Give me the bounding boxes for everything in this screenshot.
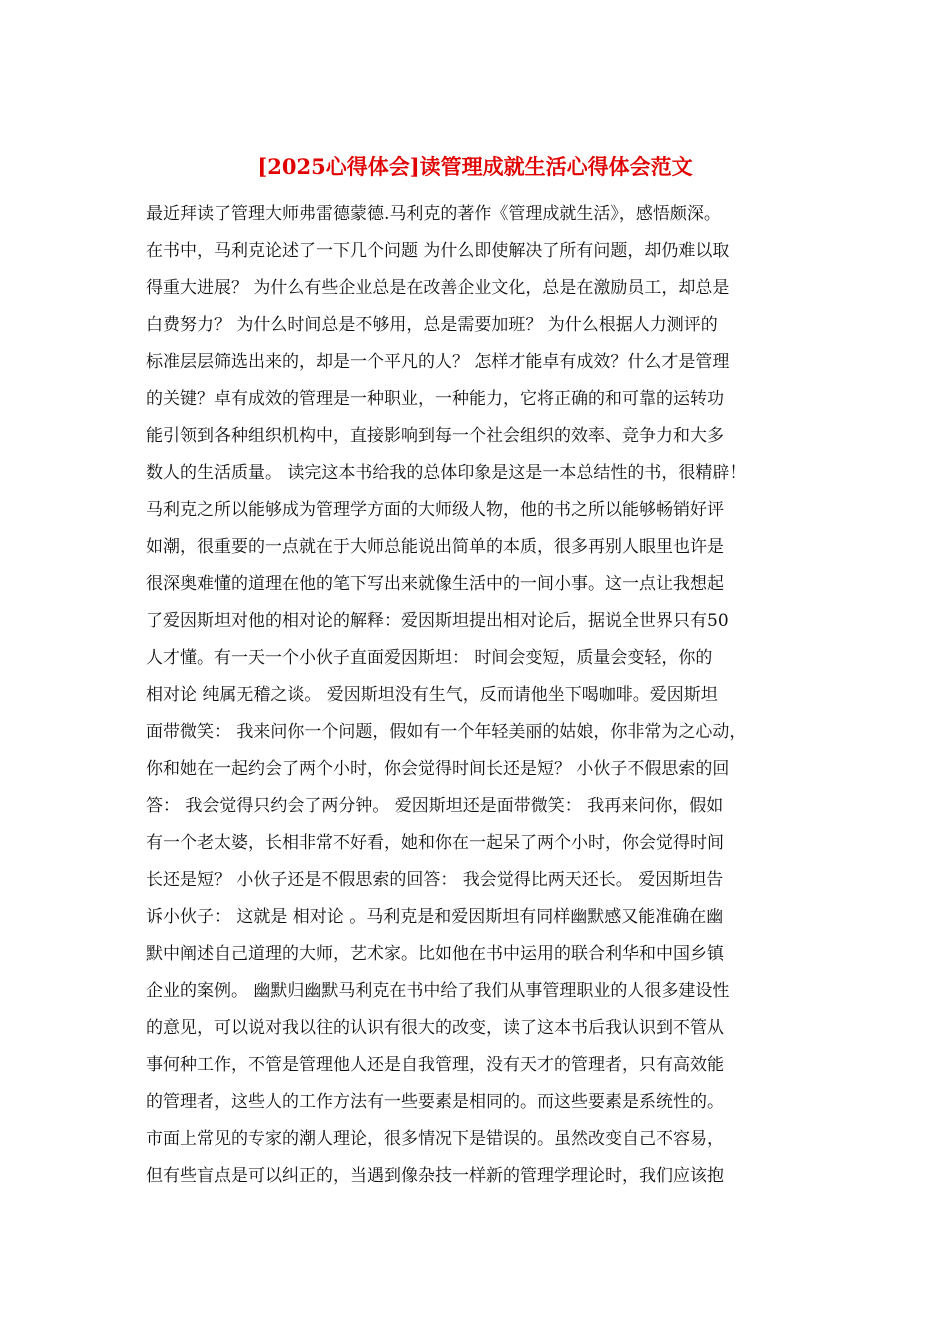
text-line: 白费努力？ 为什么时间总是不够用，总是需要加班？ 为什么根据人力测评的 [146, 315, 718, 335]
text-line: 你和她在一起约会了两个小时，你会觉得时间长还是短？ 小伙子不假思索的回 [146, 759, 730, 779]
text-line: 人才懂。有一天一个小伙子直面爱因斯坦： 时间会变短，质量会变轻，你的 [146, 648, 713, 668]
text-line: 标准层层筛选出来的，却是一个平凡的人？ 怎样才能卓有成效？什么才是管理 [146, 352, 730, 372]
text-line: 能引领到各种组织机构中，直接影响到每一个社会组织的效率、竞争力和大多 [146, 426, 724, 446]
text-line: 长还是短？ 小伙子还是不假思索的回答： 我会觉得比两天还长。 爱因斯坦告 [146, 870, 724, 890]
text-line: 很深奥难懂的道理在他的笔下写出来就像生活中的一间小事。这一点让我想起 [146, 574, 724, 594]
document-title: [2025心得体会]读管理成就生活心得体会范文 [257, 154, 693, 179]
text-line: 企业的案例。 幽默归幽默马利克在书中给了我们从事管理职业的人很多建设性 [146, 981, 730, 1001]
text-line: 默中阐述自己道理的大师，艺术家。比如他在书中运用的联合利华和中国乡镇 [146, 944, 724, 964]
text-line: 事何种工作，不管是管理他人还是自我管理，没有天才的管理者，只有高效能 [146, 1055, 724, 1075]
document-body [146, 196, 826, 1195]
text-line: 的管理者，这些人的工作方法有一些要素是相同的。而这些要素是系统性的。 [146, 1092, 724, 1112]
text-line: 如潮，很重要的一点就在于大师总能说出简单的本质，很多再别人眼里也许是 [146, 537, 724, 557]
text-line: 了爱因斯坦对他的相对论的解释：爱因斯坦提出相对论后，据说全世界只有50 [146, 611, 729, 631]
text-line: 在书中，马利克论述了一下几个问题 为什么即使解决了所有问题，却仍难以取 [146, 241, 730, 261]
text-line: 的关键？卓有成效的管理是一种职业，一种能力，它将正确的和可靠的运转功 [146, 389, 724, 409]
text-line: 马利克之所以能够成为管理学方面的大师级人物，他的书之所以能够畅销好评 [146, 500, 724, 520]
text-line: 得重大进展？ 为什么有些企业总是在改善企业文化，总是在激励员工，却总是 [146, 278, 730, 298]
text-line: 有一个老太婆，长相非常不好看，她和你在一起呆了两个小时，你会觉得时间 [146, 833, 724, 853]
text-line: 但有些盲点是可以纠正的，当遇到像杂技一样新的管理学理论时，我们应该抱 [146, 1166, 724, 1186]
text-line: 最近拜读了管理大师弗雷德蒙德.马利克的著作《管理成就生活》，感悟颇深。 [146, 204, 721, 224]
text-line: 面带微笑： 我来问你一个问题，假如有一个年轻美丽的姑娘，你非常为之心动， [146, 722, 747, 742]
text-line: 的意见，可以说对我以往的认识有很大的改变，读了这本书后我认识到不管从 [146, 1018, 724, 1038]
text-line: 数人的生活质量。 读完这本书给我的总体印象是这是一本总结性的书，很精辟！ [146, 463, 747, 483]
text-line: 答： 我会觉得只约会了两分钟。 爱因斯坦还是面带微笑： 我再来问你，假如 [146, 796, 724, 816]
text-line: 相对论 纯属无稽之谈。 爱因斯坦没有生气，反而请他坐下喝咖啡。爱因斯坦 [146, 685, 718, 705]
text-line: 诉小伙子： 这就是 相对论 。马利克是和爱因斯坦有同样幽默感又能准确在幽 [146, 907, 724, 927]
text-line: 市面上常见的专家的潮人理论，很多情况下是错误的。虽然改变自己不容易， [146, 1129, 724, 1149]
